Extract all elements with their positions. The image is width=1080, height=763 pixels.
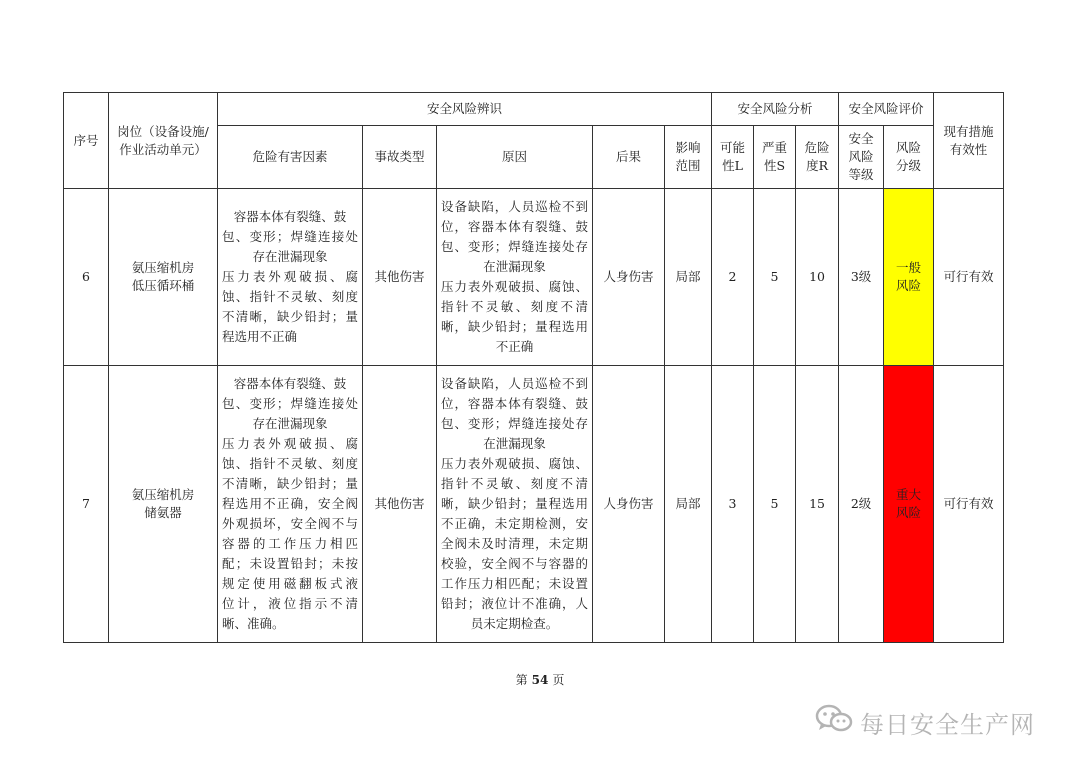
page-suffix: 页 (552, 673, 565, 687)
row-post-line: 储氨器 (144, 505, 182, 520)
header-consequence: 后果 (593, 126, 665, 189)
row-scope: 局部 (665, 189, 712, 366)
header-safety-level (839, 126, 884, 189)
row-risk-grade-line: 一般 (896, 260, 922, 275)
text-line: 包、变形；焊缝连接处 (222, 396, 358, 411)
header-risk-degree (796, 126, 839, 189)
text-line: 全阀未及时清理，未定期 (441, 536, 588, 551)
text-line: 压力表外观破损、腐蚀、 (441, 279, 588, 294)
page-prefix: 第 (515, 673, 528, 687)
text-line: 配；未设置铅封；未按 (222, 556, 358, 571)
text-line: 压力表外观破损、腐 (222, 269, 358, 284)
row-hazard (218, 189, 363, 366)
text-line: 设备缺陷，人员巡检不到 (441, 199, 588, 214)
row-risk-grade-line: 风险 (896, 505, 922, 520)
header-risk-grade-line: 风险 (896, 140, 922, 155)
header-effectiveness-line: 有效性 (949, 141, 988, 157)
row-hazard-lines (222, 207, 358, 347)
table-row (64, 189, 1004, 366)
text-line: 指针不灵敏、刻度不清 (441, 299, 588, 314)
text-line: 晰，缺少铅封；量程选用 (441, 319, 588, 334)
text-line: 不清晰，缺少铅封；量 (222, 309, 358, 324)
text-line: 容器本体有裂缝、鼓 (233, 209, 347, 224)
text-line: 员未定期检查。 (470, 616, 559, 631)
header-risk-degree-line: 度R (806, 158, 828, 173)
row-hazard (218, 366, 363, 643)
text-line: 包、变形；焊缝连接处 (222, 229, 358, 244)
row-scope: 局部 (665, 366, 712, 643)
row-risk-grade (884, 366, 934, 643)
row-post-line: 氨压缩机房 (131, 487, 195, 502)
text-line: 规定使用磁翻板式液 (222, 576, 358, 591)
text-line: 不正确 (495, 339, 534, 354)
text-line: 校验，安全阀不与容器的 (441, 556, 588, 571)
risk-assessment-table (63, 92, 1004, 643)
row-effectiveness: 可行有效 (934, 189, 1004, 366)
header-identify-group: 安全风险辨识 (218, 93, 712, 126)
text-line: 存在泄漏现象 (252, 416, 328, 431)
watermark (814, 703, 1035, 741)
text-line: 程选用不正确 (222, 329, 298, 344)
row-cause-lines (441, 197, 588, 357)
row-risk-degree: 15 (796, 366, 839, 643)
row-safety-level: 2级 (839, 366, 884, 643)
row-post (109, 366, 218, 643)
header-severity-line: 严重 (762, 140, 788, 155)
header-post-line: 岗位（设备设施/ (117, 123, 209, 139)
header-risk-grade-line: 分级 (896, 158, 922, 173)
text-line: 外观损坏，安全阀不与 (222, 516, 358, 531)
text-line: 蚀、指针不灵敏、刻度 (222, 289, 358, 304)
text-line: 晰、准确。 (222, 616, 285, 631)
row-effectiveness: 可行有效 (934, 366, 1004, 643)
header-effectiveness-line: 现有措施 (943, 123, 994, 139)
header-evaluation-group: 安全风险评价 (839, 93, 934, 126)
header-hazard: 危险有害因素 (218, 126, 363, 189)
text-line: 容器本体有裂缝、鼓 (233, 376, 347, 391)
text-line: 不正确，未定期检测，安 (441, 516, 588, 531)
row-severity: 5 (754, 366, 796, 643)
row-accident-type: 其他伤害 (363, 366, 437, 643)
header-cause: 原因 (437, 126, 593, 189)
row-post (109, 189, 218, 366)
text-line: 位，容器本体有裂缝、鼓 (441, 396, 588, 411)
text-line: 包、变形；焊缝连接处存 (441, 239, 588, 254)
row-no: 7 (64, 366, 109, 643)
header-analysis-group: 安全风险分析 (712, 93, 839, 126)
text-line: 在泄漏现象 (483, 259, 546, 274)
row-cause-lines (441, 374, 588, 634)
header-safety-level-line: 安全 (848, 131, 874, 146)
row-cause (437, 366, 593, 643)
text-line: 铅封；液位计不准确，人 (441, 596, 588, 611)
text-line: 位计，液位指示不清 (222, 596, 358, 611)
text-line: 压力表外观破损、腐 (222, 436, 358, 451)
row-risk-degree: 10 (796, 189, 839, 366)
text-line: 工作压力相匹配；未设置 (441, 576, 588, 591)
text-line: 程选用不正确，安全阀 (222, 496, 358, 511)
text-line: 压力表外观破损、腐蚀、 (441, 456, 588, 471)
page-number-value: 54 (531, 673, 549, 687)
header-no: 序号 (64, 93, 109, 189)
header-post-line: 作业活动单元） (119, 141, 207, 157)
header-severity (754, 126, 796, 189)
header-likelihood-line: 性L (722, 158, 743, 173)
row-consequence: 人身伤害 (593, 366, 665, 643)
row-likelihood: 2 (712, 189, 754, 366)
header-accident-type: 事故类型 (363, 126, 437, 189)
row-no: 6 (64, 189, 109, 366)
text-line: 在泄漏现象 (483, 436, 546, 451)
row-risk-grade-line: 重大 (896, 487, 922, 502)
text-line: 容器的工作压力相匹 (222, 536, 358, 551)
header-scope-line: 范围 (675, 158, 701, 173)
header-likelihood-line: 可能 (720, 140, 746, 155)
text-line: 包、变形；焊缝连接处存 (441, 416, 588, 431)
wechat-icon (814, 703, 854, 741)
header-risk-degree-line: 危险 (804, 140, 830, 155)
header-safety-level-line: 等级 (848, 167, 874, 182)
row-hazard-lines (222, 374, 358, 634)
row-post-line: 氨压缩机房 (131, 260, 195, 275)
row-risk-grade-line: 风险 (896, 278, 922, 293)
header-risk-grade (884, 126, 934, 189)
row-risk-grade (884, 189, 934, 366)
text-line: 位，容器本体有裂缝、鼓 (441, 219, 588, 234)
header-post (109, 93, 218, 189)
row-accident-type: 其他伤害 (363, 189, 437, 366)
row-safety-level: 3级 (839, 189, 884, 366)
header-likelihood (712, 126, 754, 189)
text-line: 晰，缺少铅封；量程选用 (441, 496, 588, 511)
text-line: 设备缺陷，人员巡检不到 (441, 376, 588, 391)
text-line: 不清晰，缺少铅封；量 (222, 476, 358, 491)
row-consequence: 人身伤害 (593, 189, 665, 366)
text-line: 蚀、指针不灵敏、刻度 (222, 456, 358, 471)
row-likelihood: 3 (712, 366, 754, 643)
header-safety-level-line: 风险 (848, 149, 874, 164)
table-row (64, 366, 1004, 643)
watermark-text: 每日安全生产网 (860, 710, 1035, 739)
text-line: 指针不灵敏、刻度不清 (441, 476, 588, 491)
page-number (0, 671, 1080, 688)
row-severity: 5 (754, 189, 796, 366)
row-cause (437, 189, 593, 366)
header-scope (665, 126, 712, 189)
header-severity-line: 性S (763, 158, 786, 173)
header-scope-line: 影响 (675, 140, 701, 155)
row-post-line: 低压循环桶 (131, 278, 195, 293)
header-effectiveness (934, 93, 1004, 189)
text-line: 存在泄漏现象 (252, 249, 328, 264)
